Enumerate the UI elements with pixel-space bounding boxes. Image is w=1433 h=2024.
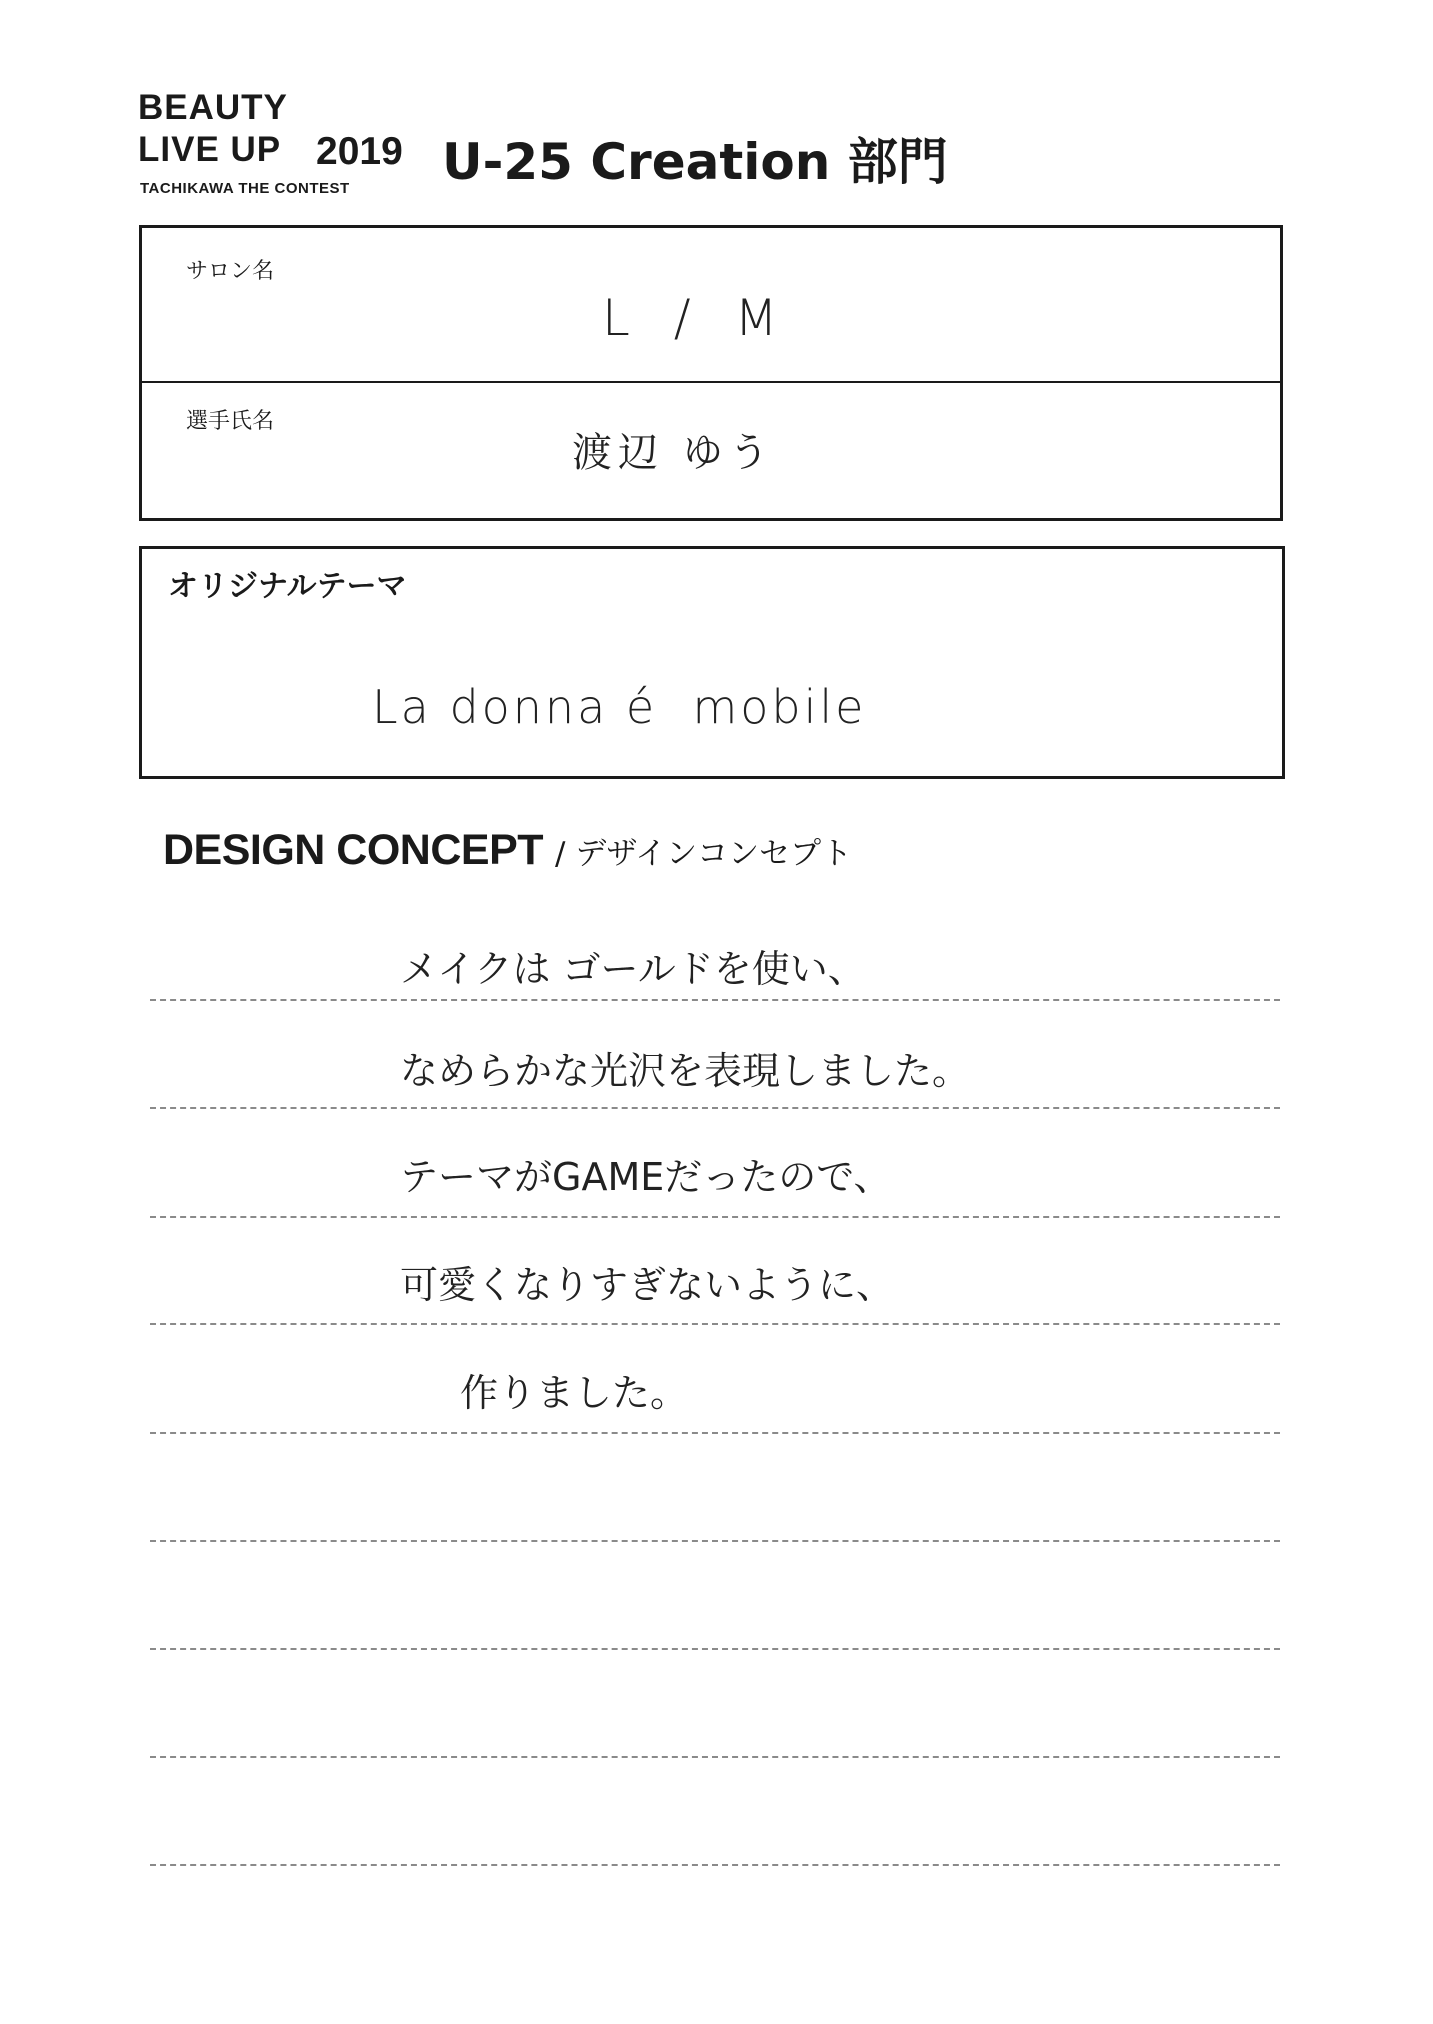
salon-value: L / M — [602, 289, 792, 347]
original-theme-box — [139, 546, 1285, 779]
ruled-line — [150, 1432, 1280, 1434]
design-concept-subtitle: / デザインコンセプト — [555, 836, 853, 872]
concept-line-2: なめらかな光沢を表現しました。 — [400, 1049, 971, 1093]
logo-subtitle: TACHIKAWA THE CONTEST — [140, 180, 350, 197]
ruled-line — [150, 1216, 1280, 1218]
ruled-line — [150, 1323, 1280, 1325]
logo-year: 2019 — [316, 130, 403, 173]
ruled-line — [150, 1864, 1280, 1866]
design-concept-title: DESIGN CONCEPT — [163, 826, 544, 874]
ruled-line — [150, 1648, 1280, 1650]
field-divider — [142, 381, 1280, 383]
design-concept-heading — [163, 824, 852, 880]
ruled-line — [150, 1540, 1280, 1542]
ruled-line — [150, 1107, 1280, 1109]
division-title: U-25 Creation 部門 — [442, 133, 948, 191]
concept-line-1: メイクは ゴールドを使い、 — [400, 947, 866, 991]
concept-line-5: 作りました。 — [460, 1371, 689, 1415]
theme-label: オリジナルテーマ — [168, 569, 407, 604]
ruled-line — [150, 999, 1280, 1001]
concept-line-4: 可愛くなりすぎないように、 — [400, 1263, 895, 1307]
ruled-line — [150, 1756, 1280, 1758]
entry-info-box — [139, 225, 1283, 521]
player-name-label: 選手氏名 — [186, 409, 275, 434]
player-name-value: 渡辺 ゆう — [572, 430, 775, 476]
logo-beauty: BEAUTY — [138, 88, 288, 127]
contest-logo — [138, 88, 428, 203]
theme-value: La donna é mobile — [372, 680, 867, 734]
concept-line-3: テーマがGAMEだったので、 — [400, 1155, 892, 1199]
logo-live-up: LIVE UP — [138, 130, 282, 169]
salon-label: サロン名 — [186, 259, 275, 284]
